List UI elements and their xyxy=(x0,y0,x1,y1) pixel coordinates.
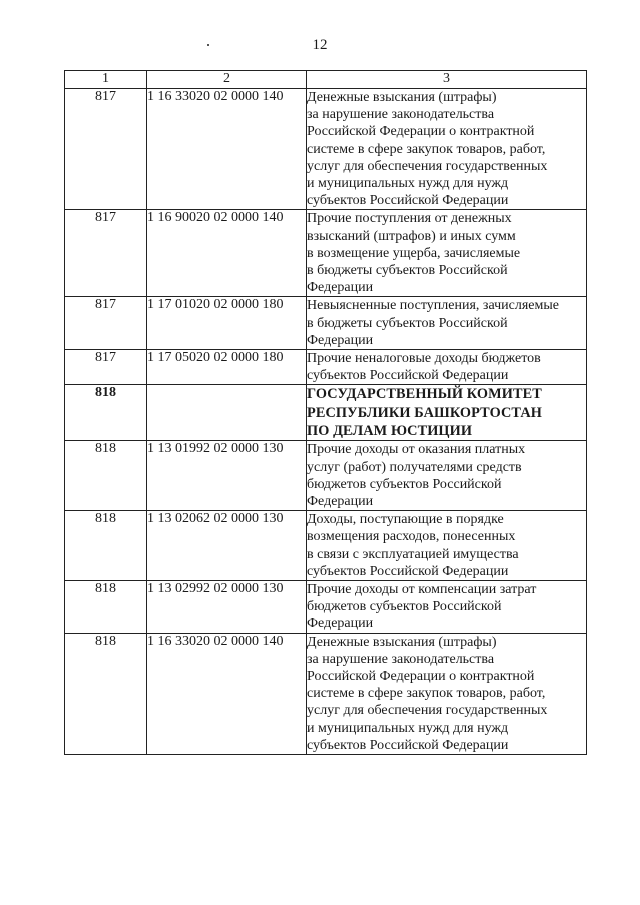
administrator-name-cell xyxy=(307,385,587,441)
description-line: РЕСПУБЛИКИ БАШКОРТОСТАН xyxy=(307,404,543,421)
description-line: Невыясненные поступления, зачисляемые xyxy=(307,298,559,314)
budget-classification-code-cell: 1 13 02062 02 0000 130 xyxy=(147,511,307,581)
description-line: в бюджеты субъектов Российской xyxy=(307,263,508,279)
description-line: в возмещение ущерба, зачисляемые xyxy=(307,245,521,261)
table-row xyxy=(65,441,587,511)
description-line: бюджетов субъектов Российской xyxy=(307,476,502,492)
revenue-description-cell xyxy=(307,350,587,385)
revenue-description-cell xyxy=(307,210,587,297)
table-row xyxy=(65,511,587,581)
description-line: Прочие поступления от денежных xyxy=(307,211,512,227)
description-line: бюджетов субъектов Российской xyxy=(307,599,502,615)
header-col-2: 2 xyxy=(147,71,307,89)
description-line: Прочие неналоговые доходы бюджетов xyxy=(307,351,541,367)
budget-classification-code-cell: 1 13 01992 02 0000 130 xyxy=(147,441,307,511)
description-line: Доходы, поступающие в порядке xyxy=(307,512,504,528)
description-line: Денежные взыскания (штрафы) xyxy=(307,634,497,650)
description-line: возмещения расходов, понесенных xyxy=(307,529,516,545)
description-line: субъектов Российской Федерации xyxy=(307,368,509,384)
table-row xyxy=(65,385,587,441)
table-row xyxy=(65,580,587,633)
table-row xyxy=(65,210,587,297)
chapter-code-cell: 817 xyxy=(65,210,147,297)
table-body xyxy=(65,89,587,755)
description-line: услуг для обеспечения государственных xyxy=(307,158,548,174)
table-row xyxy=(65,297,587,350)
chapter-code-cell: 818 xyxy=(65,633,147,754)
description-line: в бюджеты субъектов Российской xyxy=(307,315,508,331)
description-line: взысканий (штрафов) и иных сумм xyxy=(307,228,516,244)
description-line: Федерации xyxy=(307,493,374,509)
description-line: услуг (работ) получателями средств xyxy=(307,459,522,475)
description-line: Федерации xyxy=(307,332,374,348)
description-line: Прочие доходы от компенсации затрат xyxy=(307,581,537,597)
revenue-description-cell xyxy=(307,297,587,350)
budget-classification-code-cell: 1 16 90020 02 0000 140 xyxy=(147,210,307,297)
description-line: Федерации xyxy=(307,280,374,296)
chapter-code-cell: 817 xyxy=(65,350,147,385)
chapter-code-cell: 818 xyxy=(65,511,147,581)
revenue-description-cell xyxy=(307,511,587,581)
description-line: за нарушение законодательства xyxy=(307,107,495,123)
budget-classification-code-cell: 1 16 33020 02 0000 140 xyxy=(147,89,307,210)
table-row xyxy=(65,633,587,754)
table-row xyxy=(65,350,587,385)
revenue-description-cell xyxy=(307,441,587,511)
description-line: услуг для обеспечения государственных xyxy=(307,703,548,719)
description-line: и муниципальных нужд для нужд xyxy=(307,176,509,192)
description-line: субъектов Российской Федерации xyxy=(307,193,509,209)
revenue-description-cell xyxy=(307,89,587,210)
chapter-code-cell: 818 xyxy=(65,441,147,511)
description-line: в связи с эксплуатацией имущества xyxy=(307,546,519,562)
table-header-row xyxy=(65,71,587,89)
chapter-code-cell: 817 xyxy=(65,297,147,350)
budget-classification-code-cell xyxy=(147,385,307,441)
revenue-description-cell xyxy=(307,580,587,633)
revenue-description-cell xyxy=(307,633,587,754)
description-line: и муниципальных нужд для нужд xyxy=(307,720,509,736)
description-line: Федерации xyxy=(307,616,374,632)
description-line: Прочие доходы от оказания платных xyxy=(307,442,526,458)
budget-classification-code-cell: 1 16 33020 02 0000 140 xyxy=(147,633,307,754)
description-line: за нарушение законодательства xyxy=(307,651,495,667)
description-line: системе в сфере закупок товаров, работ, xyxy=(307,686,546,702)
budget-classification-code-cell: 1 17 01020 02 0000 180 xyxy=(147,297,307,350)
budget-classification-code-cell: 1 13 02992 02 0000 130 xyxy=(147,580,307,633)
description-line: ПО ДЕЛАМ ЮСТИЦИИ xyxy=(307,423,473,440)
description-line: Российской Федерации о контрактной xyxy=(307,124,535,140)
scan-speck xyxy=(207,44,209,46)
chapter-code-cell: 818 xyxy=(65,580,147,633)
header-col-3: 3 xyxy=(307,71,587,89)
chapter-code-cell: 817 xyxy=(65,89,147,210)
description-line: субъектов Российской Федерации xyxy=(307,737,509,753)
header-col-1: 1 xyxy=(65,71,147,89)
description-line: ГОСУДАРСТВЕННЫЙ КОМИТЕТ xyxy=(307,386,542,403)
description-line: Российской Федерации о контрактной xyxy=(307,668,535,684)
chapter-code-cell: 818 xyxy=(65,385,147,441)
description-line: субъектов Российской Федерации xyxy=(307,563,509,579)
table-row xyxy=(65,89,587,210)
page-number: 12 xyxy=(312,37,328,53)
description-line: Денежные взыскания (штрафы) xyxy=(307,90,497,105)
description-line: системе в сфере закупок товаров, работ, xyxy=(307,141,546,157)
budget-classification-code-cell: 1 17 05020 02 0000 180 xyxy=(147,350,307,385)
revenue-codes-table xyxy=(64,70,587,755)
